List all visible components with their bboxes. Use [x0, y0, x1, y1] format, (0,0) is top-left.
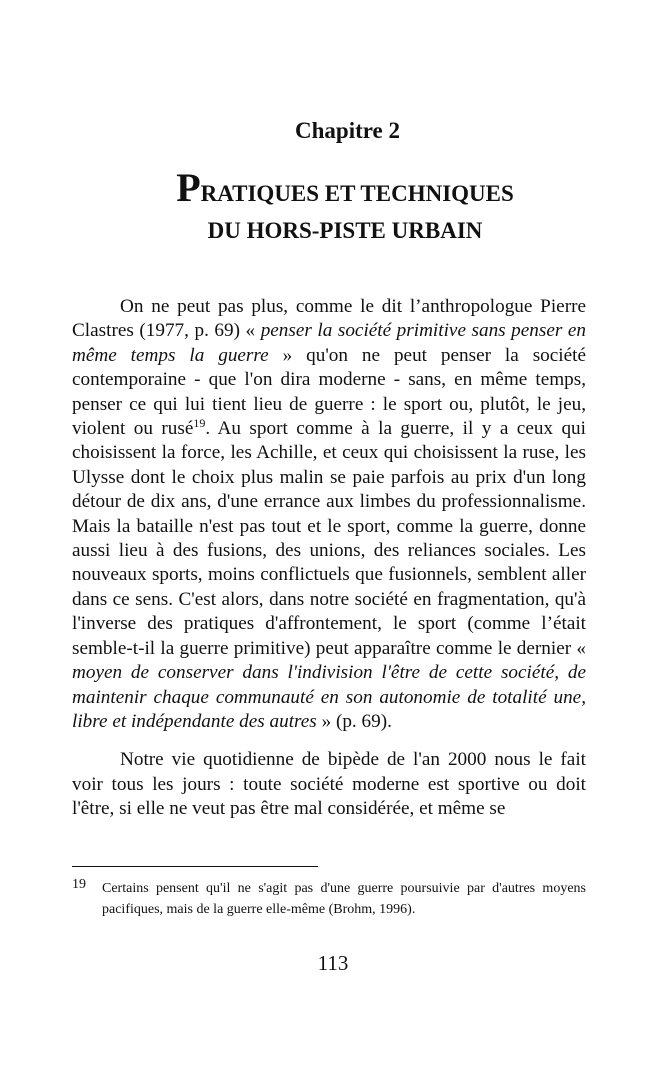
paragraph-1-text-c: . Au sport comme à la guerre, il y a ceux qui choisissent la force, les Achille, et ceux qui choisissent la ruse, les Ulysse dont le choix plus malin se paie parfois au prix d'un long détour de dix ans, d'une errance aux limbes du professionnalisme. Mais la bataille n'est pas tout et le sport, comme la guerre, donne aussi lieu à des fusions, des unions, des reliances sociales. Les nouveaux sports, moins conflictuels que fusionnels, semblent aller dans ce sens. C'est alors, dans notre société en fragmentation, qu'à l'inverse des pratiques d'affrontement, le sport (comme l’était semble-t-il la guerre primitive) peut apparaître comme le dernier «	[72, 418, 586, 659]
title-line-2: DU HORS-PISTE URBAIN	[207, 218, 483, 243]
quotation-1: penser la société primitive sans penser en même temps la guerre	[72, 320, 586, 366]
paragraph-1-text-d: » (p. 69).	[316, 710, 392, 732]
paragraph-1-text-b: » qu'on ne peut penser la société contemporaine - que l'on dira moderne - sans, en même temps, penser ce qui lui tient lieu de guerre : le sport ou, plutôt, le jeu, violent ou rusé	[72, 344, 586, 440]
title-drop-letter: P	[176, 165, 201, 210]
footnote-text: Certains pensent qu'il ne s'agit pas d'une guerre poursuivie par d'autres moyens pacifiques, mais de la guerre elle-même (Brohm, 1996).	[102, 881, 586, 917]
chapter-label: Chapitre 2	[295, 118, 400, 143]
footnote-divider	[72, 866, 318, 867]
quotation-2: moyen de conserver dans l'indivision l'être de cette société, de maintenir chaque communauté en son autonomie de totalité une, libre et indépendante des autres	[72, 662, 586, 732]
paragraph-1	[72, 295, 586, 734]
title-line-1-rest: RATIQUES ET TECHNIQUES	[200, 181, 514, 206]
footnote-reference: 19	[193, 416, 206, 431]
footnote-number: 19	[72, 877, 86, 892]
title-line-1	[40, 165, 650, 212]
footnote	[72, 878, 586, 920]
paragraph-2: Notre vie quotidienne de bipède de l'an 2000 nous le fait voir tous les jours : toute société moderne est sportive ou doit l'être, si elle ne veut pas être mal considérée, et même se	[72, 749, 586, 820]
body-text	[72, 295, 586, 822]
page-number: 113	[317, 951, 349, 975]
chapter-title	[0, 165, 650, 248]
paragraph-1-text-a: On ne peut pas plus, comme le dit l’anthropologue Pierre Clastres (1977, p. 69) «	[72, 296, 586, 342]
